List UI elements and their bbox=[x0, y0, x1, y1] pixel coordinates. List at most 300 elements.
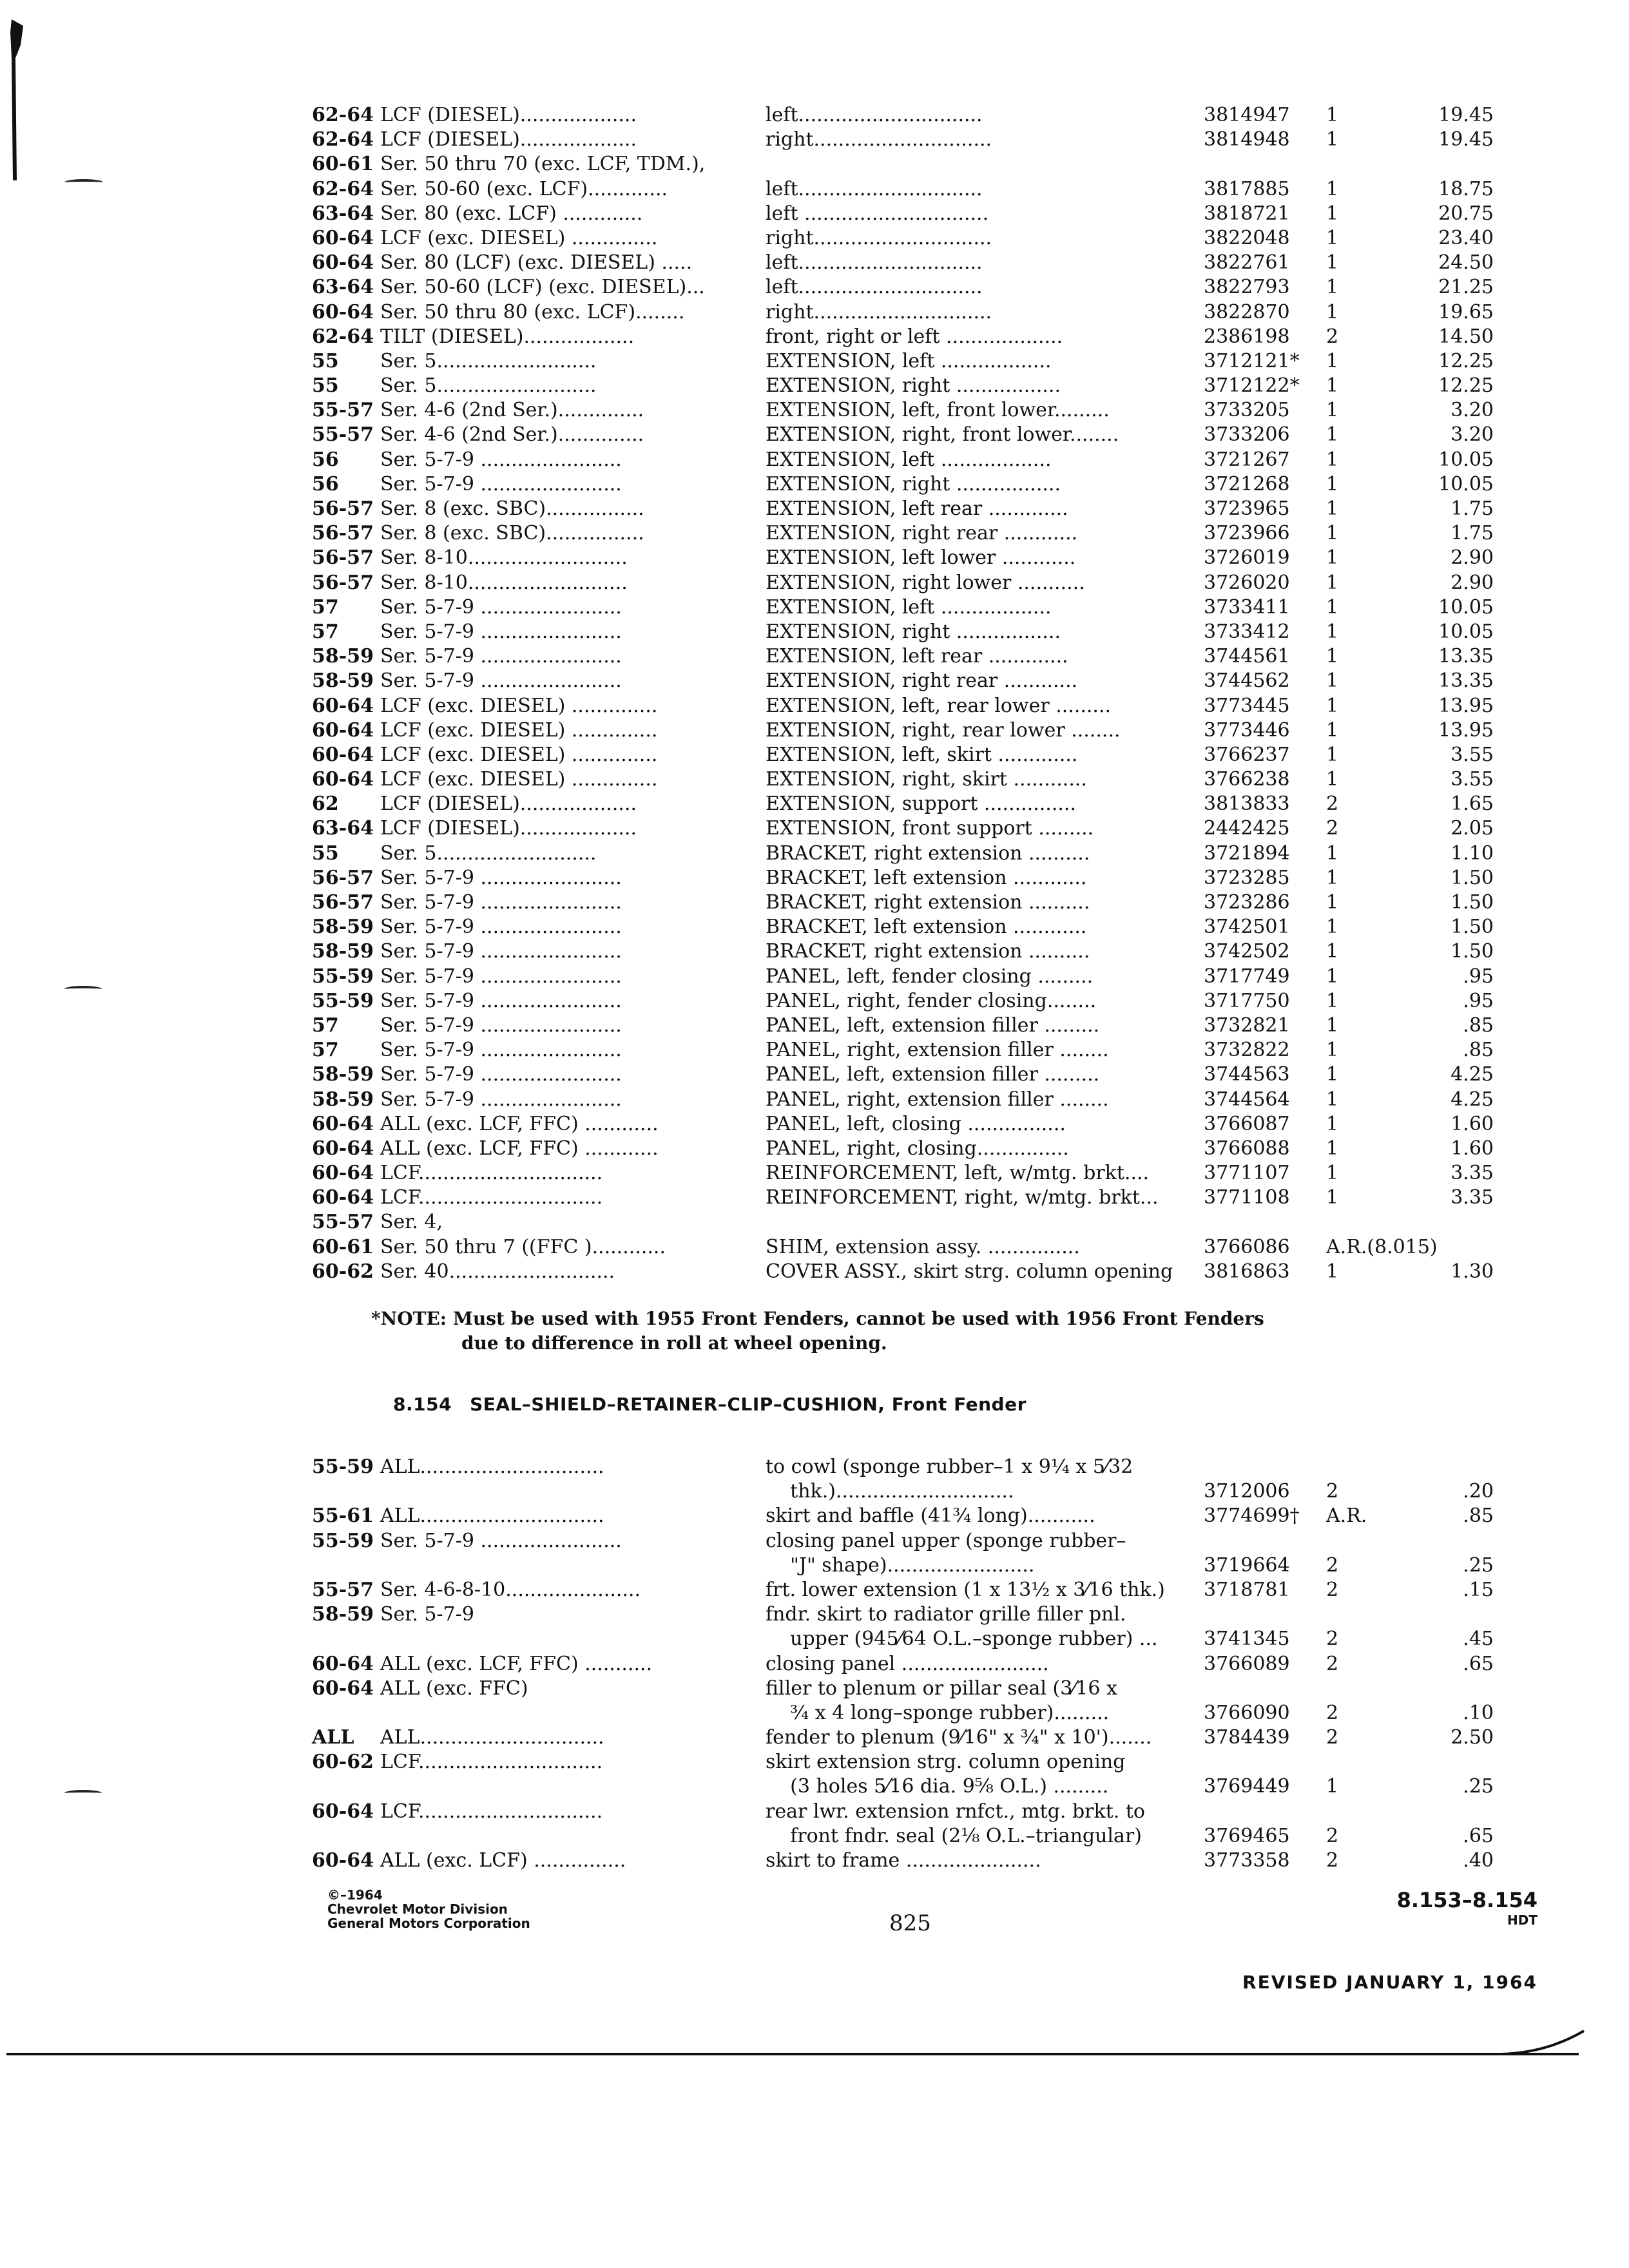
part-number-cell: 3726019 bbox=[1204, 546, 1290, 570]
price-cell: 2.90 bbox=[1451, 571, 1494, 594]
description-cell: ¾ x 4 long–sponge rubber)......... bbox=[766, 1701, 1110, 1724]
year-cell: 60-64 bbox=[312, 251, 374, 274]
price-cell: .65 bbox=[1463, 1652, 1494, 1675]
scan-edge-mark bbox=[9, 19, 26, 180]
table-row bbox=[312, 521, 1536, 546]
quantity-cell: 1 bbox=[1326, 1039, 1339, 1062]
part-number-cell: 3733205 bbox=[1204, 399, 1290, 422]
table-row bbox=[312, 472, 1536, 497]
year-cell: 57 bbox=[312, 1014, 339, 1037]
price-cell: .25 bbox=[1463, 1553, 1494, 1577]
quantity-cell: 1 bbox=[1326, 399, 1339, 422]
year-cell: 60-64 bbox=[312, 1186, 374, 1209]
part-number-cell: 3773358 bbox=[1204, 1849, 1290, 1872]
table-row bbox=[312, 595, 1536, 620]
description-cell: closing panel upper (sponge rubber– bbox=[766, 1529, 1126, 1552]
table-row bbox=[312, 374, 1536, 398]
price-cell: 3.55 bbox=[1451, 768, 1494, 791]
price-cell: .45 bbox=[1463, 1628, 1494, 1651]
table-row bbox=[312, 841, 1536, 866]
price-cell: .25 bbox=[1463, 1775, 1494, 1798]
model-cell: Ser. 8-10.......................... bbox=[380, 571, 628, 594]
part-number-cell: 3733412 bbox=[1204, 620, 1290, 643]
copyright-block bbox=[327, 1888, 530, 1930]
quantity-cell: 2 bbox=[1326, 817, 1339, 840]
year-cell: 62-64 bbox=[312, 325, 374, 348]
model-cell: LCF (DIESEL)................... bbox=[380, 793, 637, 816]
description-cell: PANEL, left, fender closing ......... bbox=[766, 965, 1094, 988]
year-cell: 55-59 bbox=[312, 1529, 374, 1552]
description-cell: right............................. bbox=[766, 226, 992, 249]
quantity-cell: 1 bbox=[1326, 965, 1339, 988]
description-cell: left.............................. bbox=[766, 276, 983, 299]
table-row bbox=[312, 497, 1536, 521]
footnote bbox=[371, 1307, 1264, 1356]
description-cell: EXTENSION, left lower ............ bbox=[766, 546, 1076, 570]
section-title: SEAL–SHIELD–RETAINER–CLIP–CUSHION, Front Fender bbox=[470, 1394, 1027, 1415]
part-number-cell: 3818721 bbox=[1204, 202, 1290, 225]
model-cell: Ser. 50 thru 70 (exc. LCF, TDM.), bbox=[380, 153, 706, 176]
description-cell: left .............................. bbox=[766, 202, 989, 225]
price-cell: .85 bbox=[1463, 1014, 1494, 1037]
year-cell: 57 bbox=[312, 1039, 339, 1062]
description-cell: skirt and baffle (41¾ long)........... bbox=[766, 1504, 1095, 1528]
description-cell: EXTENSION, left .................. bbox=[766, 448, 1052, 471]
model-cell: Ser. 5-7-9 ....................... bbox=[380, 1063, 622, 1086]
year-cell: 62 bbox=[312, 793, 339, 816]
year-cell: 60-61 bbox=[312, 1235, 374, 1258]
quantity-cell: 1 bbox=[1326, 522, 1339, 545]
table-row bbox=[312, 300, 1536, 325]
year-cell: 63-64 bbox=[312, 276, 374, 299]
quantity-cell: 1 bbox=[1326, 645, 1339, 668]
price-cell: .20 bbox=[1463, 1480, 1494, 1503]
description-cell: (3 holes 5⁄16 dia. 9⅝ O.L.) ......... bbox=[766, 1775, 1109, 1798]
description-cell: fender to plenum (9⁄16" x ¾" x 10')....... bbox=[766, 1726, 1152, 1749]
year-cell: 60-64 bbox=[312, 768, 374, 791]
quantity-cell: 1 bbox=[1326, 743, 1339, 766]
year-cell: 55-57 bbox=[312, 1211, 374, 1234]
year-cell: 55-57 bbox=[312, 1578, 374, 1601]
model-cell: Ser. 5-7-9 ....................... bbox=[380, 645, 622, 668]
model-cell: Ser. 5-7-9 ....................... bbox=[380, 940, 622, 963]
table-row bbox=[312, 1014, 1536, 1038]
description-cell: COVER ASSY., skirt strg. column opening bbox=[766, 1260, 1173, 1283]
description-cell: EXTENSION, left rear ............. bbox=[766, 497, 1068, 520]
table-row bbox=[312, 694, 1536, 718]
year-cell: 60-64 bbox=[312, 1112, 374, 1135]
copyright-year: ©–1964 bbox=[327, 1887, 383, 1903]
price-cell: 1.65 bbox=[1451, 793, 1494, 816]
description-cell: BRACKET, right extension .......... bbox=[766, 841, 1090, 865]
year-cell: 57 bbox=[312, 620, 339, 643]
table-row bbox=[312, 1235, 1536, 1260]
part-number-cell: 3769465 bbox=[1204, 1824, 1290, 1847]
part-number-cell: 3784439 bbox=[1204, 1726, 1290, 1749]
price-cell: 12.25 bbox=[1438, 374, 1494, 398]
price-cell: 2.05 bbox=[1451, 817, 1494, 840]
year-cell: 60-64 bbox=[312, 1677, 374, 1700]
punch-mark bbox=[64, 986, 102, 992]
part-number-cell: 3774699† bbox=[1204, 1504, 1300, 1528]
division-name: Chevrolet Motor Division bbox=[327, 1901, 508, 1917]
table-row bbox=[312, 644, 1536, 669]
year-cell: 56-57 bbox=[312, 866, 374, 889]
description-cell: to cowl (sponge rubber–1 x 9¼ x 5⁄32 bbox=[766, 1456, 1133, 1478]
table-row bbox=[312, 1504, 1536, 1528]
model-cell: LCF (exc. DIESEL) .............. bbox=[380, 743, 658, 766]
part-number-cell: 3766090 bbox=[1204, 1701, 1290, 1724]
table-row bbox=[312, 1112, 1536, 1137]
model-cell: LCF.............................. bbox=[380, 1162, 603, 1185]
price-cell: 18.75 bbox=[1438, 177, 1494, 200]
model-cell: Ser. 5.......................... bbox=[380, 841, 597, 865]
quantity-cell: 2 bbox=[1326, 325, 1339, 348]
year-cell: 57 bbox=[312, 595, 339, 619]
year-cell: 58-59 bbox=[312, 1603, 374, 1626]
table-row bbox=[312, 1578, 1536, 1602]
quantity-cell: 1 bbox=[1326, 128, 1339, 151]
part-number-cell: 3766088 bbox=[1204, 1137, 1290, 1160]
price-cell: 10.05 bbox=[1438, 620, 1494, 643]
description-cell: SHIM, extension assy. ............... bbox=[766, 1235, 1080, 1258]
table-row bbox=[312, 915, 1536, 939]
price-cell: 1.30 bbox=[1451, 1260, 1494, 1283]
price-cell: 2.50 bbox=[1451, 1726, 1494, 1749]
description-cell: EXTENSION, right ................. bbox=[766, 472, 1061, 495]
price-cell: 1.10 bbox=[1451, 841, 1494, 865]
part-number-cell: 3771108 bbox=[1204, 1186, 1290, 1209]
price-cell: 1.60 bbox=[1451, 1137, 1494, 1160]
part-number-cell: 3814948 bbox=[1204, 128, 1290, 151]
table-row bbox=[312, 1479, 1536, 1504]
price-cell: 20.75 bbox=[1438, 202, 1494, 225]
part-number-cell: 3766087 bbox=[1204, 1112, 1290, 1135]
year-cell: 58-59 bbox=[312, 645, 374, 668]
model-cell: Ser. 50 thru 7 ((FFC )............ bbox=[380, 1235, 666, 1258]
bottom-rule bbox=[6, 2053, 1579, 2055]
table-row bbox=[312, 718, 1536, 743]
quantity-cell: 1 bbox=[1326, 349, 1339, 372]
model-cell: LCF (DIESEL)................... bbox=[380, 104, 637, 126]
description-cell: skirt to frame ...................... bbox=[766, 1849, 1041, 1872]
description-cell: EXTENSION, right ................. bbox=[766, 620, 1061, 643]
description-cell: left.............................. bbox=[766, 104, 983, 126]
table-row bbox=[312, 349, 1536, 374]
description-cell: EXTENSION, left .................. bbox=[766, 595, 1052, 619]
part-number-cell: 3717750 bbox=[1204, 989, 1290, 1012]
year-cell: 60-64 bbox=[312, 694, 374, 717]
table-row bbox=[312, 251, 1536, 275]
table-row bbox=[312, 792, 1536, 816]
description-cell: EXTENSION, left .................. bbox=[766, 349, 1052, 372]
table-row bbox=[312, 743, 1536, 767]
price-cell: .95 bbox=[1463, 965, 1494, 988]
description-cell: upper (945⁄64 O.L.–sponge rubber) ... bbox=[766, 1628, 1158, 1651]
price-cell: 3.55 bbox=[1451, 743, 1494, 766]
table-row bbox=[312, 1186, 1536, 1210]
year-cell: 55-59 bbox=[312, 989, 374, 1012]
price-cell: 3.20 bbox=[1451, 423, 1494, 447]
quantity-cell: 2 bbox=[1326, 1553, 1339, 1577]
model-cell: ALL (exc. LCF, FFC) ............ bbox=[380, 1112, 659, 1135]
quantity-cell: 1 bbox=[1326, 1112, 1339, 1135]
table-row bbox=[312, 767, 1536, 792]
year-cell: 58-59 bbox=[312, 1063, 374, 1086]
part-number-cell: 3744561 bbox=[1204, 645, 1290, 668]
quantity-cell: 2 bbox=[1326, 1628, 1339, 1651]
model-cell: LCF (exc. DIESEL) .............. bbox=[380, 718, 658, 742]
revision-date: REVISED JANUARY 1, 1964 bbox=[1242, 1972, 1537, 1993]
quantity-cell: 1 bbox=[1326, 940, 1339, 963]
model-cell: ALL (exc. FFC) bbox=[380, 1677, 528, 1700]
description-cell: BRACKET, right extension .......... bbox=[766, 940, 1090, 963]
section-reference bbox=[1397, 1888, 1537, 1928]
part-number-cell: 3813833 bbox=[1204, 793, 1290, 816]
part-number-cell: 3712121* bbox=[1204, 349, 1300, 372]
model-cell: Ser. 4-6 (2nd Ser.).............. bbox=[380, 423, 644, 447]
year-cell: 55 bbox=[312, 374, 339, 398]
part-number-cell: 3721894 bbox=[1204, 841, 1290, 865]
model-cell: Ser. 5-7-9 ....................... bbox=[380, 1039, 622, 1062]
year-cell: 56 bbox=[312, 448, 339, 471]
price-cell: 1.75 bbox=[1451, 522, 1494, 545]
part-number-cell: 3733206 bbox=[1204, 423, 1290, 447]
quantity-cell: 1 bbox=[1326, 251, 1339, 274]
price-cell: 23.40 bbox=[1438, 226, 1494, 249]
quantity-cell: 1 bbox=[1326, 1063, 1339, 1086]
description-cell: EXTENSION, support ............... bbox=[766, 793, 1076, 816]
year-cell: 62-64 bbox=[312, 104, 374, 126]
price-cell: .65 bbox=[1463, 1824, 1494, 1847]
year-cell: 56-57 bbox=[312, 571, 374, 594]
year-cell: 62-64 bbox=[312, 128, 374, 151]
year-cell: 60-64 bbox=[312, 1652, 374, 1675]
quantity-cell: 1 bbox=[1326, 916, 1339, 939]
table-row bbox=[312, 177, 1536, 202]
part-number-cell: 2442425 bbox=[1204, 817, 1290, 840]
part-number-cell: 3822048 bbox=[1204, 226, 1290, 249]
quantity-cell: 1 bbox=[1326, 1260, 1339, 1283]
table-row bbox=[312, 152, 1536, 177]
year-cell: 55 bbox=[312, 841, 339, 865]
description-cell: EXTENSION, right, skirt ............ bbox=[766, 768, 1087, 791]
model-cell: Ser. 80 (exc. LCF) ............. bbox=[380, 202, 643, 225]
price-cell: 19.45 bbox=[1438, 104, 1494, 126]
price-cell: 14.50 bbox=[1438, 325, 1494, 348]
description-cell: PANEL, right, closing............... bbox=[766, 1137, 1069, 1160]
price-cell: 13.95 bbox=[1438, 694, 1494, 717]
table-row bbox=[312, 1800, 1536, 1824]
year-cell: 60-64 bbox=[312, 226, 374, 249]
quantity-cell: 1 bbox=[1326, 104, 1339, 126]
table-row bbox=[312, 128, 1536, 152]
model-cell: Ser. 5-7-9 ....................... bbox=[380, 1529, 622, 1552]
table-row bbox=[312, 1627, 1536, 1651]
quantity-cell: 1 bbox=[1326, 177, 1339, 200]
model-cell: ALL.............................. bbox=[380, 1726, 604, 1749]
part-number-cell: 3773445 bbox=[1204, 694, 1290, 717]
quantity-cell: 1 bbox=[1326, 891, 1339, 914]
year-cell: 58-59 bbox=[312, 940, 374, 963]
part-number-cell: 3766089 bbox=[1204, 1652, 1290, 1675]
description-cell: EXTENSION, right rear ............ bbox=[766, 669, 1078, 693]
punch-mark bbox=[64, 179, 103, 186]
table-row bbox=[312, 1677, 1536, 1701]
rule-flourish bbox=[1501, 2030, 1585, 2055]
table-row bbox=[312, 620, 1536, 644]
part-number-cell: 3769449 bbox=[1204, 1775, 1290, 1798]
quantity-cell: 1 bbox=[1326, 866, 1339, 889]
year-cell: 55-59 bbox=[312, 965, 374, 988]
model-cell: Ser. 4-6 (2nd Ser.).............. bbox=[380, 399, 644, 422]
year-cell: 56-57 bbox=[312, 546, 374, 570]
description-cell: PANEL, right, fender closing........ bbox=[766, 989, 1097, 1012]
year-cell: 63-64 bbox=[312, 817, 374, 840]
description-cell: EXTENSION, left, front lower......... bbox=[766, 399, 1110, 422]
model-cell: Ser. 5.......................... bbox=[380, 374, 597, 398]
model-cell: Ser. 40........................... bbox=[380, 1260, 615, 1283]
table-row bbox=[312, 1038, 1536, 1062]
price-cell: 21.25 bbox=[1438, 276, 1494, 299]
year-cell: 55-59 bbox=[312, 1456, 374, 1478]
quantity-cell: 1 bbox=[1326, 1088, 1339, 1111]
description-cell: EXTENSION, right lower ........... bbox=[766, 571, 1085, 594]
price-cell: 19.45 bbox=[1438, 128, 1494, 151]
description-cell: REINFORCEMENT, right, w/mtg. brkt... bbox=[766, 1186, 1159, 1209]
part-number-cell: 3719664 bbox=[1204, 1553, 1290, 1577]
part-number-cell: 3766086 bbox=[1204, 1235, 1290, 1258]
footnote-line-2: due to difference in roll at wheel opening. bbox=[461, 1332, 887, 1354]
description-cell: EXTENSION, left, skirt ............. bbox=[766, 743, 1078, 766]
year-cell: 56 bbox=[312, 472, 339, 495]
description-cell: EXTENSION, left, rear lower ......... bbox=[766, 694, 1112, 717]
description-cell: EXTENSION, right, rear lower ........ bbox=[766, 718, 1121, 742]
price-cell: 12.25 bbox=[1438, 349, 1494, 372]
model-cell: Ser. 50 thru 80 (exc. LCF)........ bbox=[380, 300, 685, 323]
quantity-cell: 2 bbox=[1326, 1701, 1339, 1724]
section-heading bbox=[393, 1394, 1027, 1415]
price-cell: .10 bbox=[1463, 1701, 1494, 1724]
year-cell: 55-57 bbox=[312, 399, 374, 422]
description-cell: EXTENSION, right ................. bbox=[766, 374, 1061, 398]
model-cell: Ser. 5-7-9 ....................... bbox=[380, 989, 622, 1012]
quantity-cell: 2 bbox=[1326, 1726, 1339, 1749]
price-cell: 1.50 bbox=[1451, 940, 1494, 963]
table-row bbox=[312, 202, 1536, 226]
price-cell: 1.60 bbox=[1451, 1112, 1494, 1135]
table-row bbox=[312, 423, 1536, 447]
part-number-cell: 3723285 bbox=[1204, 866, 1290, 889]
quantity-cell: 1 bbox=[1326, 620, 1339, 643]
price-cell: 10.05 bbox=[1438, 595, 1494, 619]
price-cell: 13.35 bbox=[1438, 645, 1494, 668]
quantity-cell: 1 bbox=[1326, 497, 1339, 520]
price-cell: 3.20 bbox=[1451, 399, 1494, 422]
price-cell: 13.35 bbox=[1438, 669, 1494, 693]
model-cell: LCF (exc. DIESEL) .............. bbox=[380, 694, 658, 717]
description-cell: "J" shape)........................ bbox=[766, 1553, 1035, 1577]
model-cell: LCF.............................. bbox=[380, 1751, 603, 1774]
table-row bbox=[312, 1725, 1536, 1750]
table-row bbox=[312, 866, 1536, 890]
quantity-cell: 1 bbox=[1326, 768, 1339, 791]
quantity-cell: 2 bbox=[1326, 793, 1339, 816]
price-cell: 13.95 bbox=[1438, 718, 1494, 742]
description-cell: skirt extension strg. column opening bbox=[766, 1751, 1126, 1774]
description-cell: EXTENSION, right rear ............ bbox=[766, 522, 1078, 545]
model-cell: Ser. 5-7-9 ....................... bbox=[380, 965, 622, 988]
quantity-cell: 1 bbox=[1326, 226, 1339, 249]
table-row bbox=[312, 448, 1536, 472]
description-cell: fndr. skirt to radiator grille filler pnl. bbox=[766, 1603, 1126, 1626]
description-cell: BRACKET, left extension ............ bbox=[766, 916, 1087, 939]
page-number: 825 bbox=[889, 1910, 931, 1936]
price-cell: 10.05 bbox=[1438, 448, 1494, 471]
model-cell: ALL (exc. LCF, FFC) ............ bbox=[380, 1137, 659, 1160]
table-row bbox=[312, 1210, 1536, 1235]
model-cell: Ser. 8 (exc. SBC)................ bbox=[380, 522, 644, 545]
description-cell: PANEL, right, extension filler ........ bbox=[766, 1039, 1109, 1062]
table-row bbox=[312, 890, 1536, 915]
quantity-cell: 1 bbox=[1326, 1014, 1339, 1037]
quantity-cell: 1 bbox=[1326, 423, 1339, 447]
quantity-cell: 2 bbox=[1326, 1824, 1339, 1847]
quantity-cell: A.R.(8.015) bbox=[1326, 1235, 1438, 1258]
year-cell: 55-61 bbox=[312, 1504, 374, 1528]
description-cell: closing panel ........................ bbox=[766, 1652, 1049, 1675]
model-cell: ALL (exc. LCF) ............... bbox=[380, 1849, 626, 1872]
table-row bbox=[312, 325, 1536, 349]
model-cell: Ser. 5-7-9 ....................... bbox=[380, 669, 622, 693]
quantity-cell: 1 bbox=[1326, 694, 1339, 717]
table-row bbox=[312, 939, 1536, 964]
description-cell: BRACKET, right extension .......... bbox=[766, 891, 1090, 914]
price-cell: 10.05 bbox=[1438, 472, 1494, 495]
model-cell: Ser. 5-7-9 ....................... bbox=[380, 866, 622, 889]
quantity-cell: 1 bbox=[1326, 472, 1339, 495]
table-row bbox=[312, 1849, 1536, 1873]
table-row bbox=[312, 1602, 1536, 1627]
part-number-cell: 3742501 bbox=[1204, 916, 1290, 939]
year-cell: 60-62 bbox=[312, 1751, 374, 1774]
table-row bbox=[312, 226, 1536, 251]
model-cell: Ser. 5-7-9 ....................... bbox=[380, 1088, 622, 1111]
year-cell: 60-64 bbox=[312, 743, 374, 766]
parts-table-top bbox=[312, 103, 1536, 1284]
footnote-line-1: *NOTE: Must be used with 1955 Front Fenders, cannot be used with 1956 Front Fenders bbox=[371, 1308, 1264, 1329]
year-cell: 60-64 bbox=[312, 718, 374, 742]
quantity-cell: 1 bbox=[1326, 1162, 1339, 1185]
year-cell: 58-59 bbox=[312, 669, 374, 693]
price-cell: 24.50 bbox=[1438, 251, 1494, 274]
table-row bbox=[312, 1062, 1536, 1087]
model-cell: Ser. 5-7-9 ....................... bbox=[380, 595, 622, 619]
model-cell: TILT (DIESEL).................. bbox=[380, 325, 635, 348]
model-cell: Ser. 80 (LCF) (exc. DIESEL) ..... bbox=[380, 251, 693, 274]
table-row bbox=[312, 1652, 1536, 1677]
part-number-cell: 3766238 bbox=[1204, 768, 1290, 791]
quantity-cell: 1 bbox=[1326, 841, 1339, 865]
price-cell: 1.50 bbox=[1451, 866, 1494, 889]
price-cell: 19.65 bbox=[1438, 300, 1494, 323]
table-row bbox=[312, 1774, 1536, 1799]
table-row bbox=[312, 1161, 1536, 1186]
price-cell: .85 bbox=[1463, 1504, 1494, 1528]
quantity-cell: 2 bbox=[1326, 1480, 1339, 1503]
quantity-cell: 2 bbox=[1326, 1578, 1339, 1601]
part-number-cell: 3742502 bbox=[1204, 940, 1290, 963]
